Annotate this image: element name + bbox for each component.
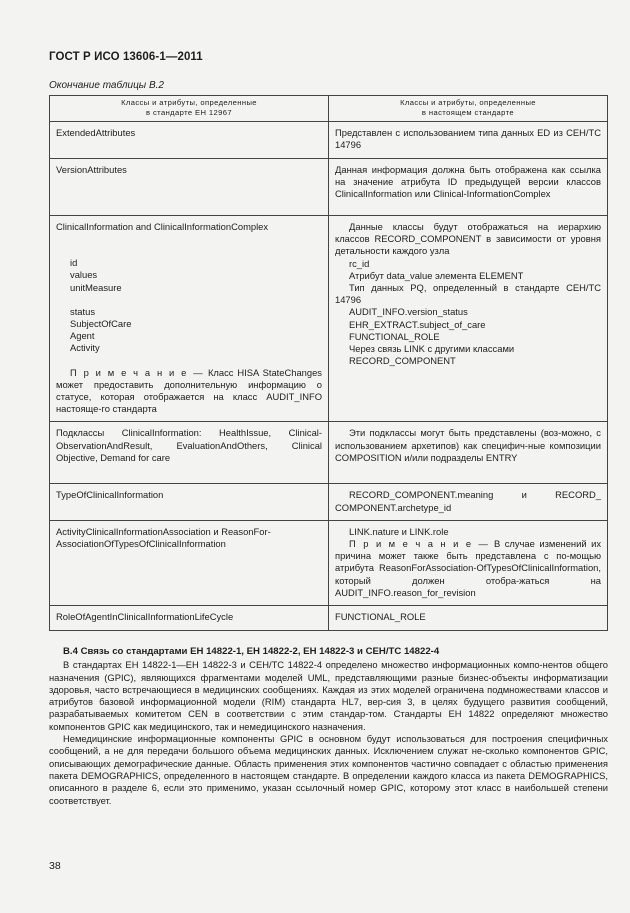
note-label: П р и м е ч а н и е — xyxy=(349,538,490,550)
mapping-table xyxy=(49,95,608,631)
row6-right xyxy=(329,520,608,605)
table-row xyxy=(50,159,608,216)
cell-text: LINK.nature и LINK.role xyxy=(349,525,449,537)
table-caption: Окончание таблицы В.2 xyxy=(49,80,164,91)
cell-text: VersionAttributes xyxy=(56,164,127,175)
cell-text: RoleOfAgentInClinicalInformationLifeCycle xyxy=(56,611,234,623)
col1-header-line1: Классы и атрибуты, определенные xyxy=(121,98,257,107)
cell-text: Подклассы ClinicalInformation: HealthIssue, Clinical-ObservationAndResult, EvaluationAndOthers, Clinical Objective, Demand for care xyxy=(56,427,322,463)
list-item: rc_id xyxy=(349,257,370,269)
col2-header-line2: в настоящем стандарте xyxy=(421,108,515,117)
row4-right xyxy=(329,422,608,484)
row3-left xyxy=(50,216,329,422)
cell-text: ExtendedAttributes xyxy=(56,127,136,138)
row7-right xyxy=(329,606,608,631)
table-row xyxy=(50,422,608,484)
row2-right xyxy=(329,159,608,216)
row6-note xyxy=(335,538,601,599)
col2-header xyxy=(329,96,608,122)
table-row xyxy=(50,216,608,422)
note-label: П р и м е ч а н и е — xyxy=(70,366,205,378)
list-item: Agent xyxy=(70,330,95,342)
table-row xyxy=(50,122,608,159)
list-item: unitMeasure xyxy=(70,281,122,293)
list-item: Тип данных PQ, определенный в стандарте CEH/TC 14796 xyxy=(335,282,601,306)
mapping-list xyxy=(335,258,601,368)
cell-text: Данная информация должна быть отображена как ссылка на значение атрибута ID предыдущей версии классов ClinicalInformation или Clinical-InformationComplex xyxy=(335,164,601,200)
cell-text: ActivityClinicalInformationAssociation и ReasonFor-AssociationOfTypesOfClinicalInformation xyxy=(56,525,271,550)
cell-text: Эти подклассы могут быть представлены (воз-можно, с использованием архетипов) как специфич-ные композиции COMPOSITION и/или подразделы ENTRY xyxy=(335,427,601,463)
list-item: EHR_EXTRACT.subject_of_care xyxy=(349,318,486,330)
cell-title: Данные классы будут отображаться на иерархию классов RECORD_COMPONENT в зависимости от уровня детальности каждого узла xyxy=(335,221,601,257)
list-item: status xyxy=(70,305,96,317)
cell-text: RECORD_COMPONENT.meaning и RECORD_ COMPONENT.archetype_id xyxy=(335,489,601,513)
row1-right xyxy=(329,122,608,159)
col1-header-line2: в стандарте ЕН 12967 xyxy=(146,108,232,117)
list-item: values xyxy=(70,269,98,281)
table-header-row xyxy=(50,96,608,122)
row5-left xyxy=(50,484,329,520)
row6-left xyxy=(50,520,329,605)
document-header: ГОСТ Р ИСО 13606-1—2011 xyxy=(49,51,203,63)
table-row xyxy=(50,484,608,520)
col1-header xyxy=(50,96,329,122)
row4-left xyxy=(50,422,329,484)
row5-right xyxy=(329,484,608,520)
list-item: RECORD_COMPONENT xyxy=(349,355,456,367)
section-b4 xyxy=(49,646,608,807)
page-number: 38 xyxy=(49,860,61,872)
row3-note xyxy=(56,367,322,416)
note-text: Класс HISA StateChanges может предоставить дополнительную информацию о статусе, которая отображается на класс AUDIT_INFO настояще-го стандарта xyxy=(56,366,322,415)
section-paragraph-1: В стандартах ЕН 14822-1—ЕН 14822-3 и CEH/TC 14822-4 определено множество информационных компо-нентов общего назначения (GPIC), являющихся фрагментами моделей UML, представляющими разные бизнес-объекты информатизации здоровья, часто встречающиеся в медицинских сообщениях. Каждая из этих моделей ограничена подмножествами классов и атрибутов базовой информационной модели (RIM) стандарта HL7, вер-сия 3, в целях будущего развития сообщений, разрабатываемых комитетом CEN в соответствии с этим стандар-том. Стандарты ЕН 14822 определяют множество компонентов GPIC как медицинского, так и немедицинского назначения. xyxy=(49,659,608,732)
attr-list-b xyxy=(56,306,322,355)
row7-left xyxy=(50,606,329,631)
list-item: FUNCTIONAL_ROLE xyxy=(349,330,440,342)
list-item: Activity xyxy=(70,342,100,354)
cell-text: TypeOfClinicalInformation xyxy=(56,489,164,501)
cell-text: FUNCTIONAL_ROLE xyxy=(335,611,426,623)
list-item: SubjectOfCare xyxy=(70,318,132,330)
list-item: id xyxy=(70,257,78,269)
section-heading: В.4 Связь со стандартами ЕН 14822-1, ЕН 14822-2, ЕН 14822-3 и CEH/TC 14822-4 xyxy=(63,646,440,657)
table-row xyxy=(50,520,608,605)
row2-left xyxy=(50,159,329,216)
col2-header-line1: Классы и атрибуты, определенные xyxy=(400,98,536,107)
note-text: В случае изменений их причина может также быть представлена с по-мощью атрибута ReasonForAssociation-OfTypesOfClinicalInformation, который должен отобра-жаться на AUDIT_INFO.reason_for_revision xyxy=(335,538,602,598)
list-item: Через связь LINK с другими классами xyxy=(349,343,515,355)
cell-title: ClinicalInformation and ClinicalInformationComplex xyxy=(56,221,269,232)
table-row xyxy=(50,606,608,631)
cell-text: Представлен с использованием типа данных ED из CEH/TC 14796 xyxy=(335,127,601,151)
list-item: Атрибут data_value элемента ELEMENT xyxy=(349,269,524,281)
row3-right xyxy=(329,216,608,422)
list-item: AUDIT_INFO.version_status xyxy=(349,306,468,318)
row1-left xyxy=(50,122,329,159)
section-paragraph-2: Немедицинские информационные компоненты GPIC в основном будут использоваться для построения специфичных сообщений, а не для передачи большого объема медицинских данных. Исключением служат не-сколько компонентов GPIC, описывающих демографические данные. Область применения этих компонентов частично совпадает с областью применения пакета DEMOGRAPHICS, определенного в настоящем стандарте. В определении каждого класса из пакета DEMOGRAPHICS, описанного в разделе 6, если это применимо, указан ссылочный номер GPIC, которому этот класс в наибольшей степени соответствует. xyxy=(49,733,608,806)
attr-list-a xyxy=(56,257,322,294)
